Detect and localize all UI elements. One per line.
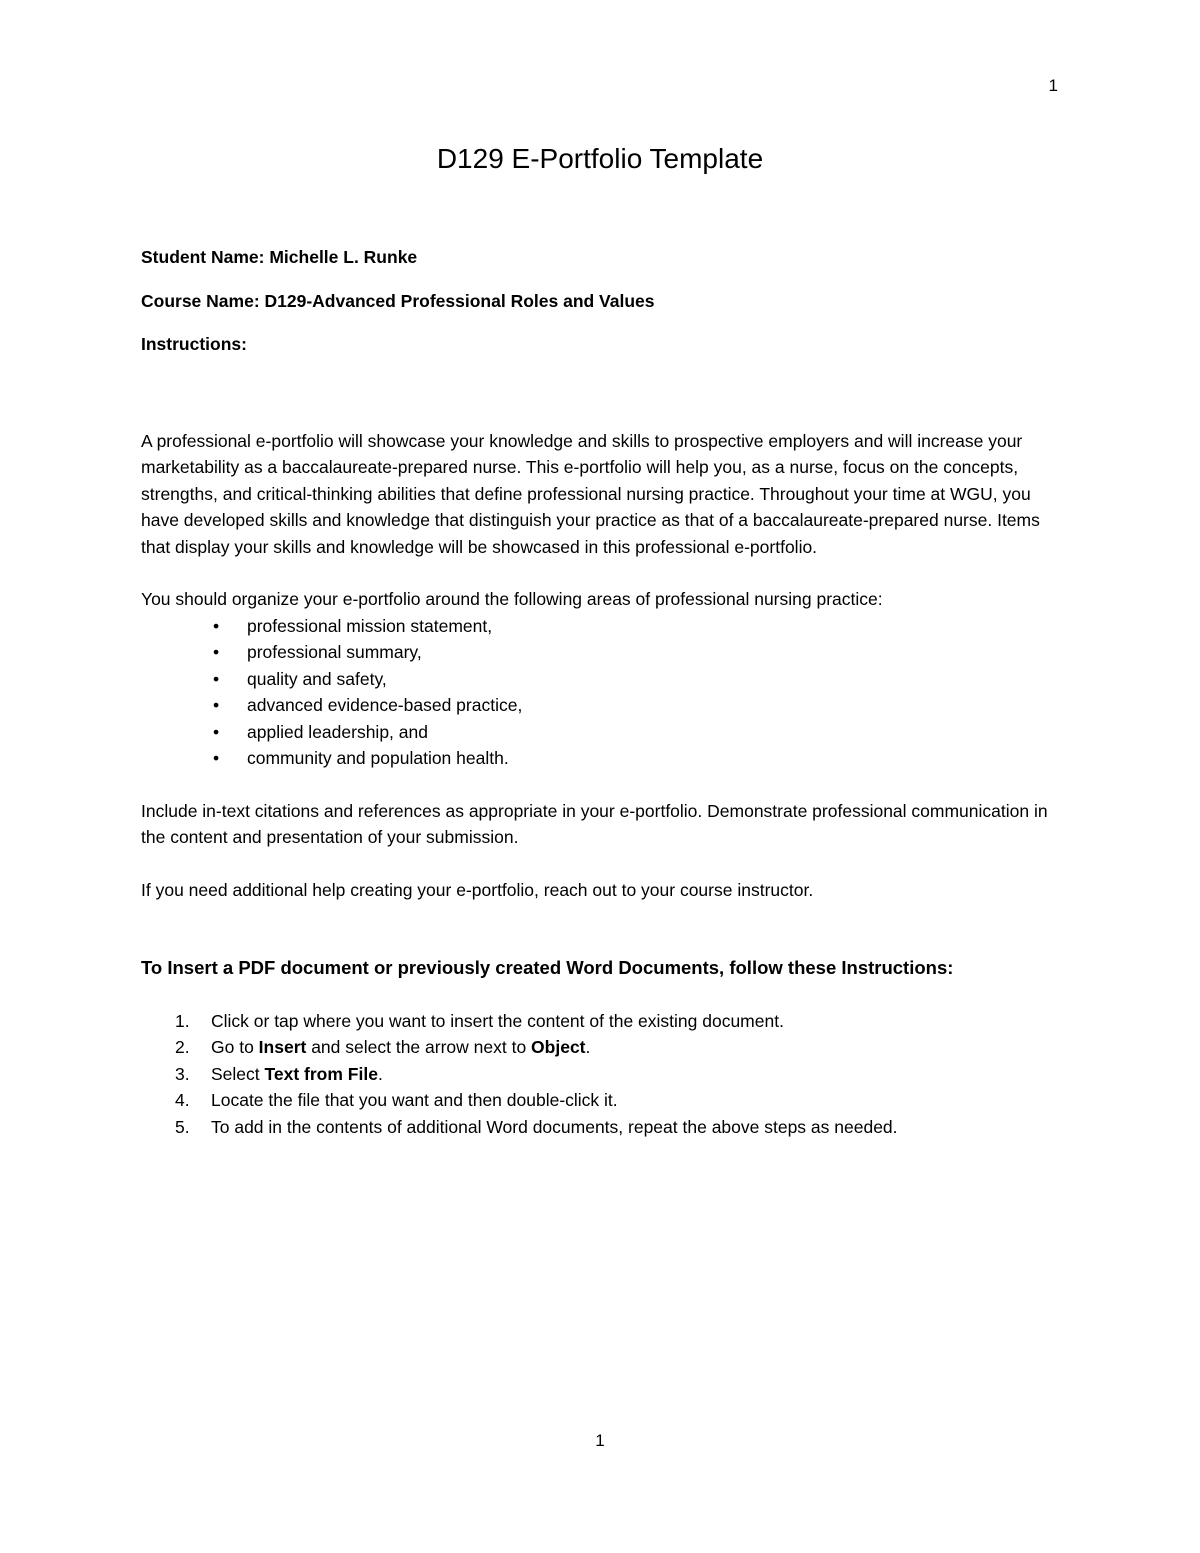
- step-text: Select: [211, 1063, 265, 1084]
- menu-text-from-file-label: Text from File: [264, 1063, 378, 1084]
- list-item: [213, 745, 1061, 772]
- spacer: [141, 903, 1061, 955]
- step-item: [141, 1034, 1061, 1061]
- step-text: Go to: [211, 1037, 259, 1057]
- list-item-text: community and population health.: [247, 748, 509, 768]
- bullet-icon: •: [213, 615, 220, 636]
- step-text: and select the arrow next to: [306, 1037, 532, 1057]
- instructions-label: Instructions:: [141, 334, 247, 354]
- spacer: [141, 851, 1061, 877]
- intro-paragraph: A professional e-portfolio will showcase your knowledge and skills to prospective employers and will increase your marketability as a baccalaureate-prepared nurse. This e-portfolio will help you, as a nurse, focus on the concepts, strengths, and critical-thinking abilities that define professional nursing practice. Throughout your time at WGU, you have developed skills and knowledge that distinguish your practice as that of a baccalaureate-prepared nurse. Items that display your skills and knowledge will be showcased in this professional e-portfolio.: [141, 430, 1040, 557]
- list-item: [213, 639, 1061, 666]
- menu-insert-label: Insert: [258, 1037, 307, 1057]
- bullet-icon: •: [213, 695, 220, 715]
- step-item: [141, 1008, 1061, 1035]
- list-item-text: professional mission statement,: [247, 615, 493, 636]
- bullet-icon: •: [213, 748, 220, 768]
- document-body: [141, 244, 1061, 1140]
- organize-intro: You should organize your e-portfolio around the following areas of professional nursing practice:: [141, 589, 883, 609]
- bullet-icon: •: [213, 721, 220, 742]
- step-text: .: [585, 1037, 591, 1057]
- step-number: 3.: [175, 1063, 190, 1084]
- step-text: Click or tap where you want to insert the content of the existing document.: [211, 1010, 784, 1031]
- step-number: 2.: [175, 1037, 190, 1057]
- list-item-text: quality and safety,: [247, 668, 387, 689]
- spacer: [141, 375, 1061, 428]
- insert-steps-list: [141, 1008, 1061, 1141]
- citations-paragraph: Include in-text citations and references as appropriate in your e-portfolio. Demonstrate professional communication in the content and presentation of your submission.: [141, 800, 1048, 847]
- step-text: .: [377, 1063, 383, 1084]
- help-paragraph: If you need additional help creating your e-portfolio, reach out to your course instructor.: [141, 879, 814, 900]
- course-name: Course Name: D129-Advanced Professional Roles and Values: [141, 290, 655, 311]
- spacer: [141, 560, 1061, 586]
- list-item: [213, 613, 1061, 640]
- step-text: To add in the contents of additional Word documents, repeat the above steps as needed.: [211, 1116, 898, 1137]
- document-title: D129 E-Portfolio Template: [436, 143, 764, 174]
- step-item: [141, 1087, 1061, 1114]
- list-item-text: professional summary,: [247, 642, 422, 662]
- list-item: [213, 719, 1061, 746]
- spacer: [141, 772, 1061, 798]
- step-item: [141, 1061, 1061, 1088]
- student-name: Student Name: Michelle L. Runke: [141, 247, 418, 267]
- list-item-text: advanced evidence-based practice,: [247, 695, 523, 715]
- step-text: Locate the file that you want and then double-click it.: [211, 1090, 618, 1110]
- list-item-text: applied leadership, and: [247, 721, 428, 742]
- step-number: 4.: [175, 1090, 190, 1110]
- bullet-icon: •: [213, 668, 220, 689]
- list-item: [213, 666, 1061, 693]
- header-page-number: 1: [1048, 76, 1058, 95]
- bullet-icon: •: [213, 642, 220, 662]
- list-item: [213, 692, 1061, 719]
- practice-areas-list: [141, 613, 1061, 772]
- insert-heading: To Insert a PDF document or previously created Word Documents, follow these Instructions:: [141, 957, 954, 978]
- footer-page-number: 1: [595, 1431, 605, 1450]
- step-number: 1.: [175, 1010, 190, 1031]
- step-number: 5.: [175, 1116, 190, 1137]
- menu-object-label: Object: [531, 1037, 586, 1057]
- step-item: [141, 1114, 1061, 1141]
- spacer: [141, 982, 1061, 1008]
